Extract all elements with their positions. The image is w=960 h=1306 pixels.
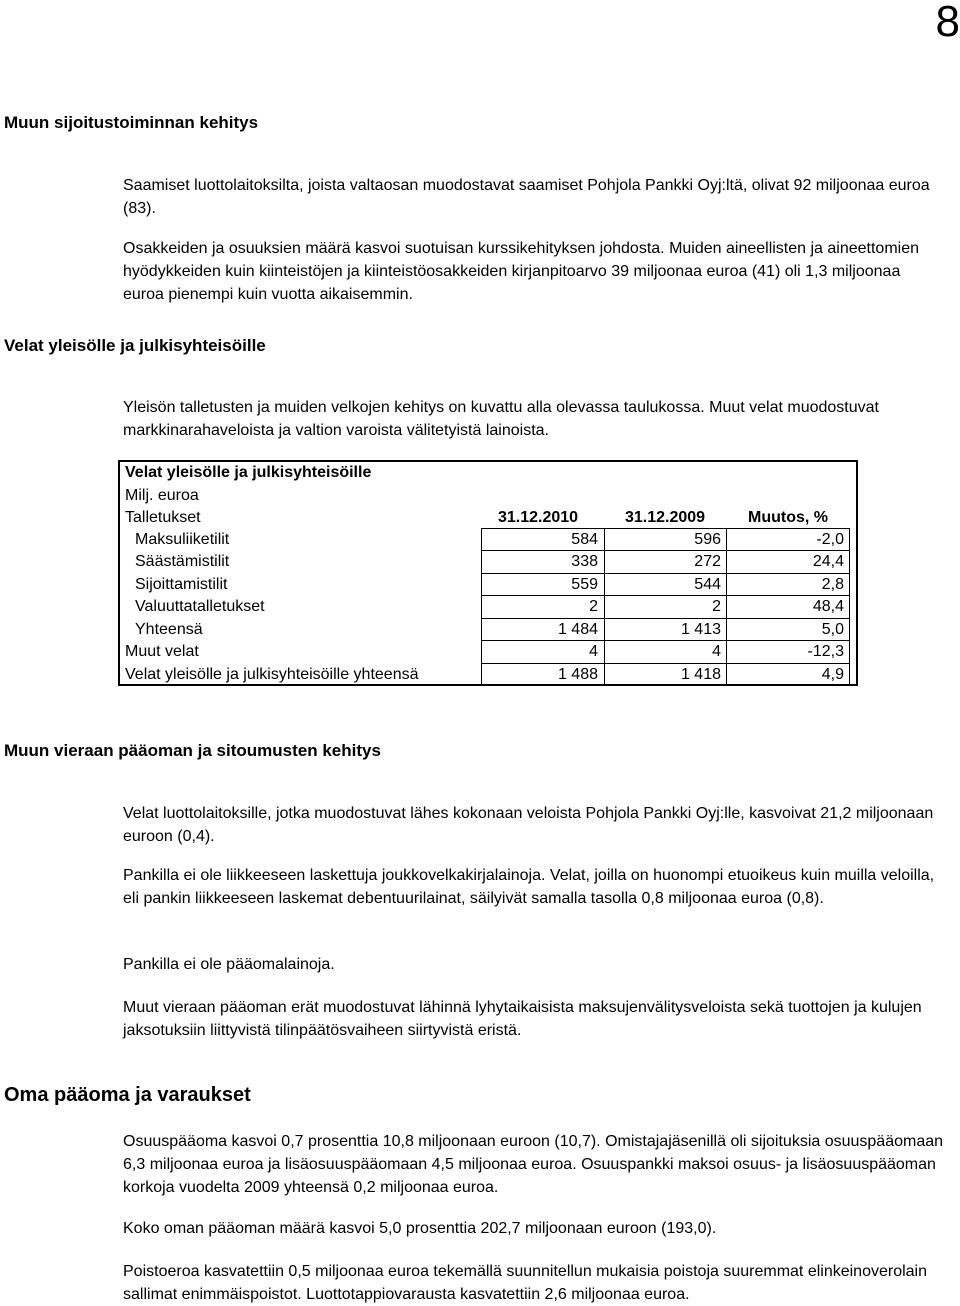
paragraph: Saamiset luottolaitoksilta, joista valtaosan muodostavat saamiset Pohjola Pankki Oyj:ltä, olivat 92 miljoonaa euroa (83). — [123, 177, 930, 217]
value-2010: 338 — [571, 553, 598, 570]
row-label: Sijoittamistilit — [135, 576, 228, 593]
table-unit: Milj. euroa — [125, 487, 199, 504]
row-label: Maksuliiketilit — [135, 531, 230, 548]
table-title: Velat yleisölle ja julkisyhteisöille — [125, 464, 372, 481]
paragraph: Pankilla ei ole liikkeeseen laskettuja joukkovelkakirjalainoja. Velat, joilla on huonompi etuoikeus kuin muilla veloilla, eli pankin liikkeeseen laskemat debentuurilainat, säilyivät samalla tasolla 0,8 miljoonaa euroa (0,8). — [123, 867, 935, 907]
value-change: 5,0 — [821, 621, 844, 638]
value-2010: 559 — [571, 576, 598, 593]
value-change: 2,8 — [821, 576, 844, 593]
row-label: Velat yleisölle ja julkisyhteisöille yhteensä — [125, 666, 419, 683]
value-2009: 1 413 — [680, 621, 721, 638]
value-2010: 1 488 — [557, 666, 598, 683]
paragraph: Pankilla ei ole pääomalainoja. — [123, 956, 335, 973]
paragraph: Yleisön talletusten ja muiden velkojen kehitys on kuvattu alla olevassa taulukossa. Muut velat muodostuvat markkinarahaveloista ja valtion varoista välitetyistä lainoista. — [123, 399, 879, 439]
value-2009: 1 418 — [680, 666, 721, 683]
value-change: 4,9 — [821, 666, 844, 683]
table-group-label: Talletukset — [125, 509, 201, 526]
row-label: Muut velat — [125, 643, 199, 660]
column-header-change: Muutos, % — [748, 509, 828, 526]
value-change: -2,0 — [816, 531, 844, 548]
value-change: -12,3 — [807, 643, 844, 660]
deposits-table — [118, 460, 858, 686]
column-header-2010: 31.12.2010 — [498, 509, 579, 526]
value-change: 24,4 — [812, 553, 844, 570]
value-2010: 4 — [589, 643, 598, 660]
value-change: 48,4 — [812, 598, 844, 615]
paragraph: Muut vieraan pääoman erät muodostuvat lähinnä lyhytaikaisista maksujenvälitysveloista sekä tuottojen ja kulujen jaksotuksiin liittyvistä tilinpäätösvaiheen siirtyvistä eristä. — [123, 999, 922, 1039]
value-2009: 4 — [712, 643, 721, 660]
page-number: 8 — [935, 0, 960, 46]
value-2010: 584 — [571, 531, 598, 548]
paragraph: Velat luottolaitoksille, jotka muodostuvat lähes kokonaan veloista Pohjola Pankki Oyj:lle, kasvoivat 21,2 miljoonaan euroon (0,4). — [123, 805, 934, 845]
row-label: Yhteensä — [135, 621, 203, 638]
value-2009: 544 — [694, 576, 721, 593]
heading-muun-vieraan-paaoman: Muun vieraan pääoman ja sitoumusten kehitys — [4, 741, 381, 760]
value-2010: 2 — [589, 598, 598, 615]
heading-muun-sijoitustoiminnan-kehitys: Muun sijoitustoiminnan kehitys — [4, 113, 259, 132]
heading-velat-yleisolle: Velat yleisölle ja julkisyhteisöille — [4, 336, 266, 355]
paragraph: Koko oman pääoman määrä kasvoi 5,0 prosenttia 202,7 miljoonaan euroon (193,0). — [123, 1220, 717, 1237]
heading-oma-paaoma: Oma pääoma ja varaukset — [4, 1084, 251, 1106]
value-2009: 596 — [694, 531, 721, 548]
value-2010: 1 484 — [557, 621, 598, 638]
paragraph: Osakkeiden ja osuuksien määrä kasvoi suotuisan kurssikehityksen johdosta. Muiden aineellisten ja aineettomien hyödykkeiden kuin kiinteistöjen ja kiinteistöosakkeiden kirjanpitoarvo 39 miljoonaa euroa (41) oli 1,3 miljoonaa euroa pienempi kuin vuotta aikaisemmin. — [123, 240, 919, 303]
value-2009: 272 — [694, 553, 721, 570]
row-label: Valuuttatalletukset — [135, 598, 265, 615]
column-header-2009: 31.12.2009 — [625, 509, 706, 526]
paragraph: Poistoeroa kasvatettiin 0,5 miljoonaa euroa tekemällä suunnitellun mukaisia poistoja suuremmat elinkeinoverolain sallimat enimmäispoistot. Luottotappiovarausta kasvatettiin 2,6 miljoonaa euroa. — [123, 1263, 927, 1303]
value-2009: 2 — [712, 598, 721, 615]
row-label: Säästämistilit — [135, 553, 230, 570]
paragraph: Osuuspääoma kasvoi 0,7 prosenttia 10,8 miljoonaan euroon (10,7). Omistajajäsenillä oli sijoituksia osuuspääomaan 6,3 miljoonaa euroa ja lisäosuuspääomaan 4,5 miljoonaa euroa. Osuuspankki maksoi osuus- ja lisäosuuspääoman korkoja vuodelta 2009 yhteensä 0,2 miljoonaa euroa. — [123, 1133, 944, 1196]
